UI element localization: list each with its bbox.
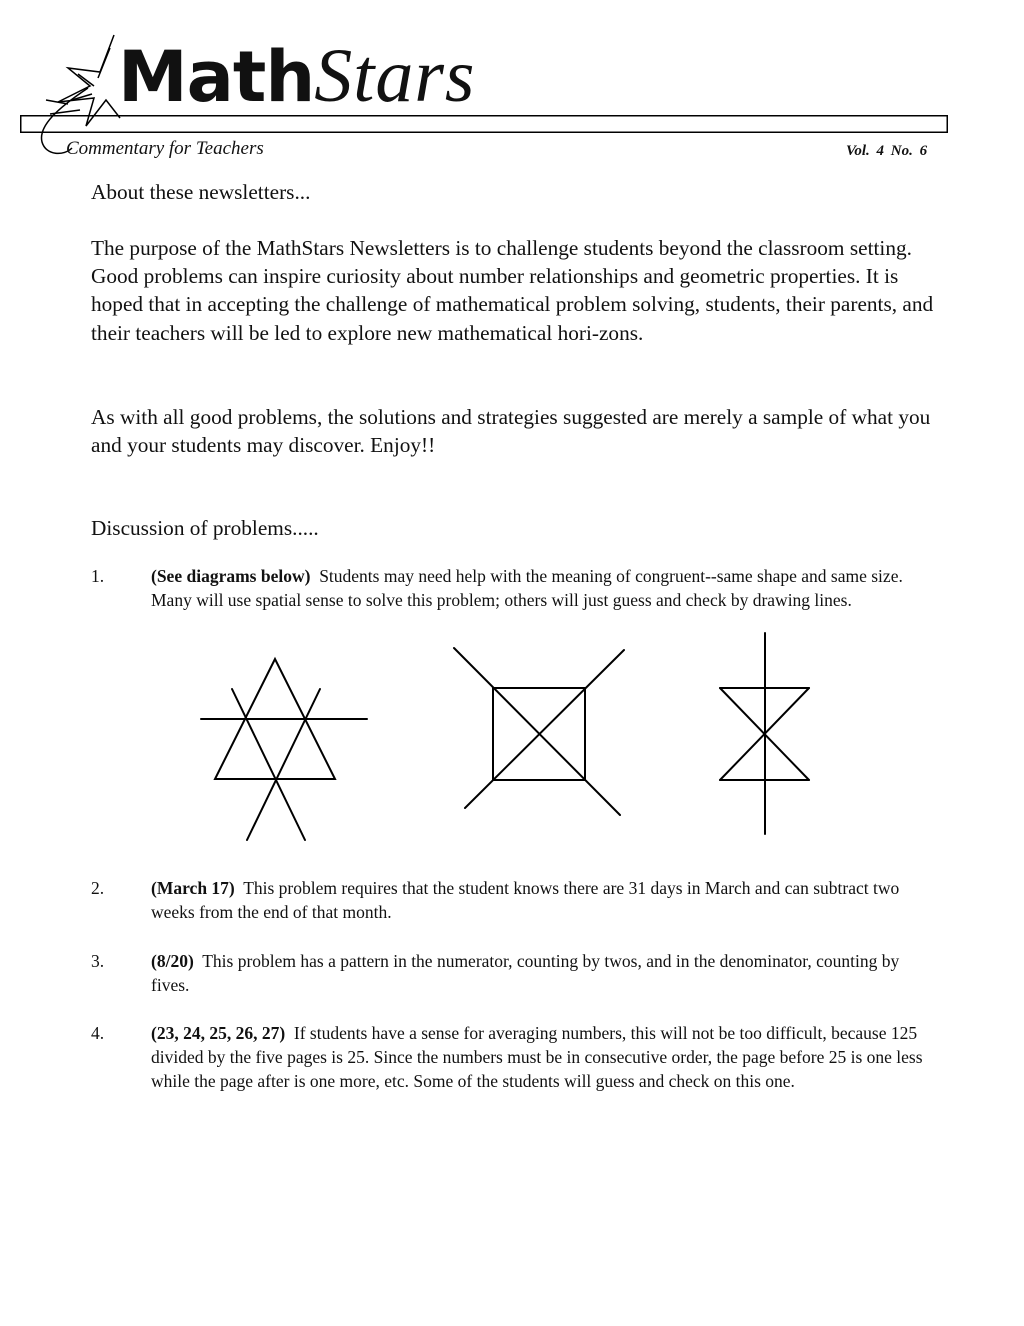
closing-paragraph: As with all good problems, the solutions and strategies suggested are merely a sample of what you and your students may discover. Enjoy!!	[91, 405, 931, 458]
item-answer: (March 17)	[151, 878, 235, 898]
header-rule	[20, 115, 948, 133]
item-text	[151, 949, 926, 997]
logo-wordmark	[118, 34, 476, 118]
logo-wordmark-bold: Math	[118, 36, 315, 118]
purpose-paragraph: The purpose of the MathStars Newsletters is to challenge students beyond the classroom setting. Good problems can inspire curiosity about number relationships and geometric properties. It is hoped that in accepting the challenge of mathematical problem solving, students, their parents, and their teachers will be led to explore new mathematical hori-zons.	[91, 236, 934, 345]
item-explanation: If students have a sense for averaging numbers, this will not be too difficult, because 125 divided by the five pages is 25. Since the numbers must be in consecutive order, the page before 25 is one less while the page after is one more, etc. Some of the students will guess and check on this one.	[151, 1023, 923, 1092]
hourglass-diagram	[720, 633, 809, 834]
item-number: 3.	[91, 951, 105, 971]
item-number: 4.	[91, 1023, 105, 1043]
item-number: 2.	[91, 878, 105, 898]
item-answer: (See diagrams below)	[151, 566, 311, 586]
item-text	[151, 1021, 926, 1094]
item-answer: (23, 24, 25, 26, 27)	[151, 1023, 286, 1043]
square-diagram	[454, 648, 624, 815]
volume-number: Vol. 4 No. 6	[846, 143, 928, 159]
about-heading: About these newsletters...	[91, 180, 311, 204]
item-answer: (8/20)	[151, 951, 194, 971]
item-text	[151, 564, 926, 612]
item-explanation: This problem requires that the student knows there are 31 days in March and can subtract two weeks from the end of that month.	[151, 878, 900, 923]
item-number: 1.	[91, 566, 105, 586]
item-explanation: This problem has a pattern in the numerator, counting by twos, and in the denominator, counting by fives.	[151, 951, 900, 996]
discussion-heading: Discussion of problems.....	[91, 516, 319, 540]
item-explanation: Students may need help with the meaning of congruent--same shape and same size. Many will use spatial sense to solve this problem; others will just guess and check by drawing lines.	[151, 566, 903, 611]
logo-wordmark-italic: Stars	[314, 34, 476, 118]
item-text	[151, 876, 926, 924]
triangle-diagram	[201, 659, 367, 840]
subtitle: Commentary for Teachers	[66, 138, 264, 159]
